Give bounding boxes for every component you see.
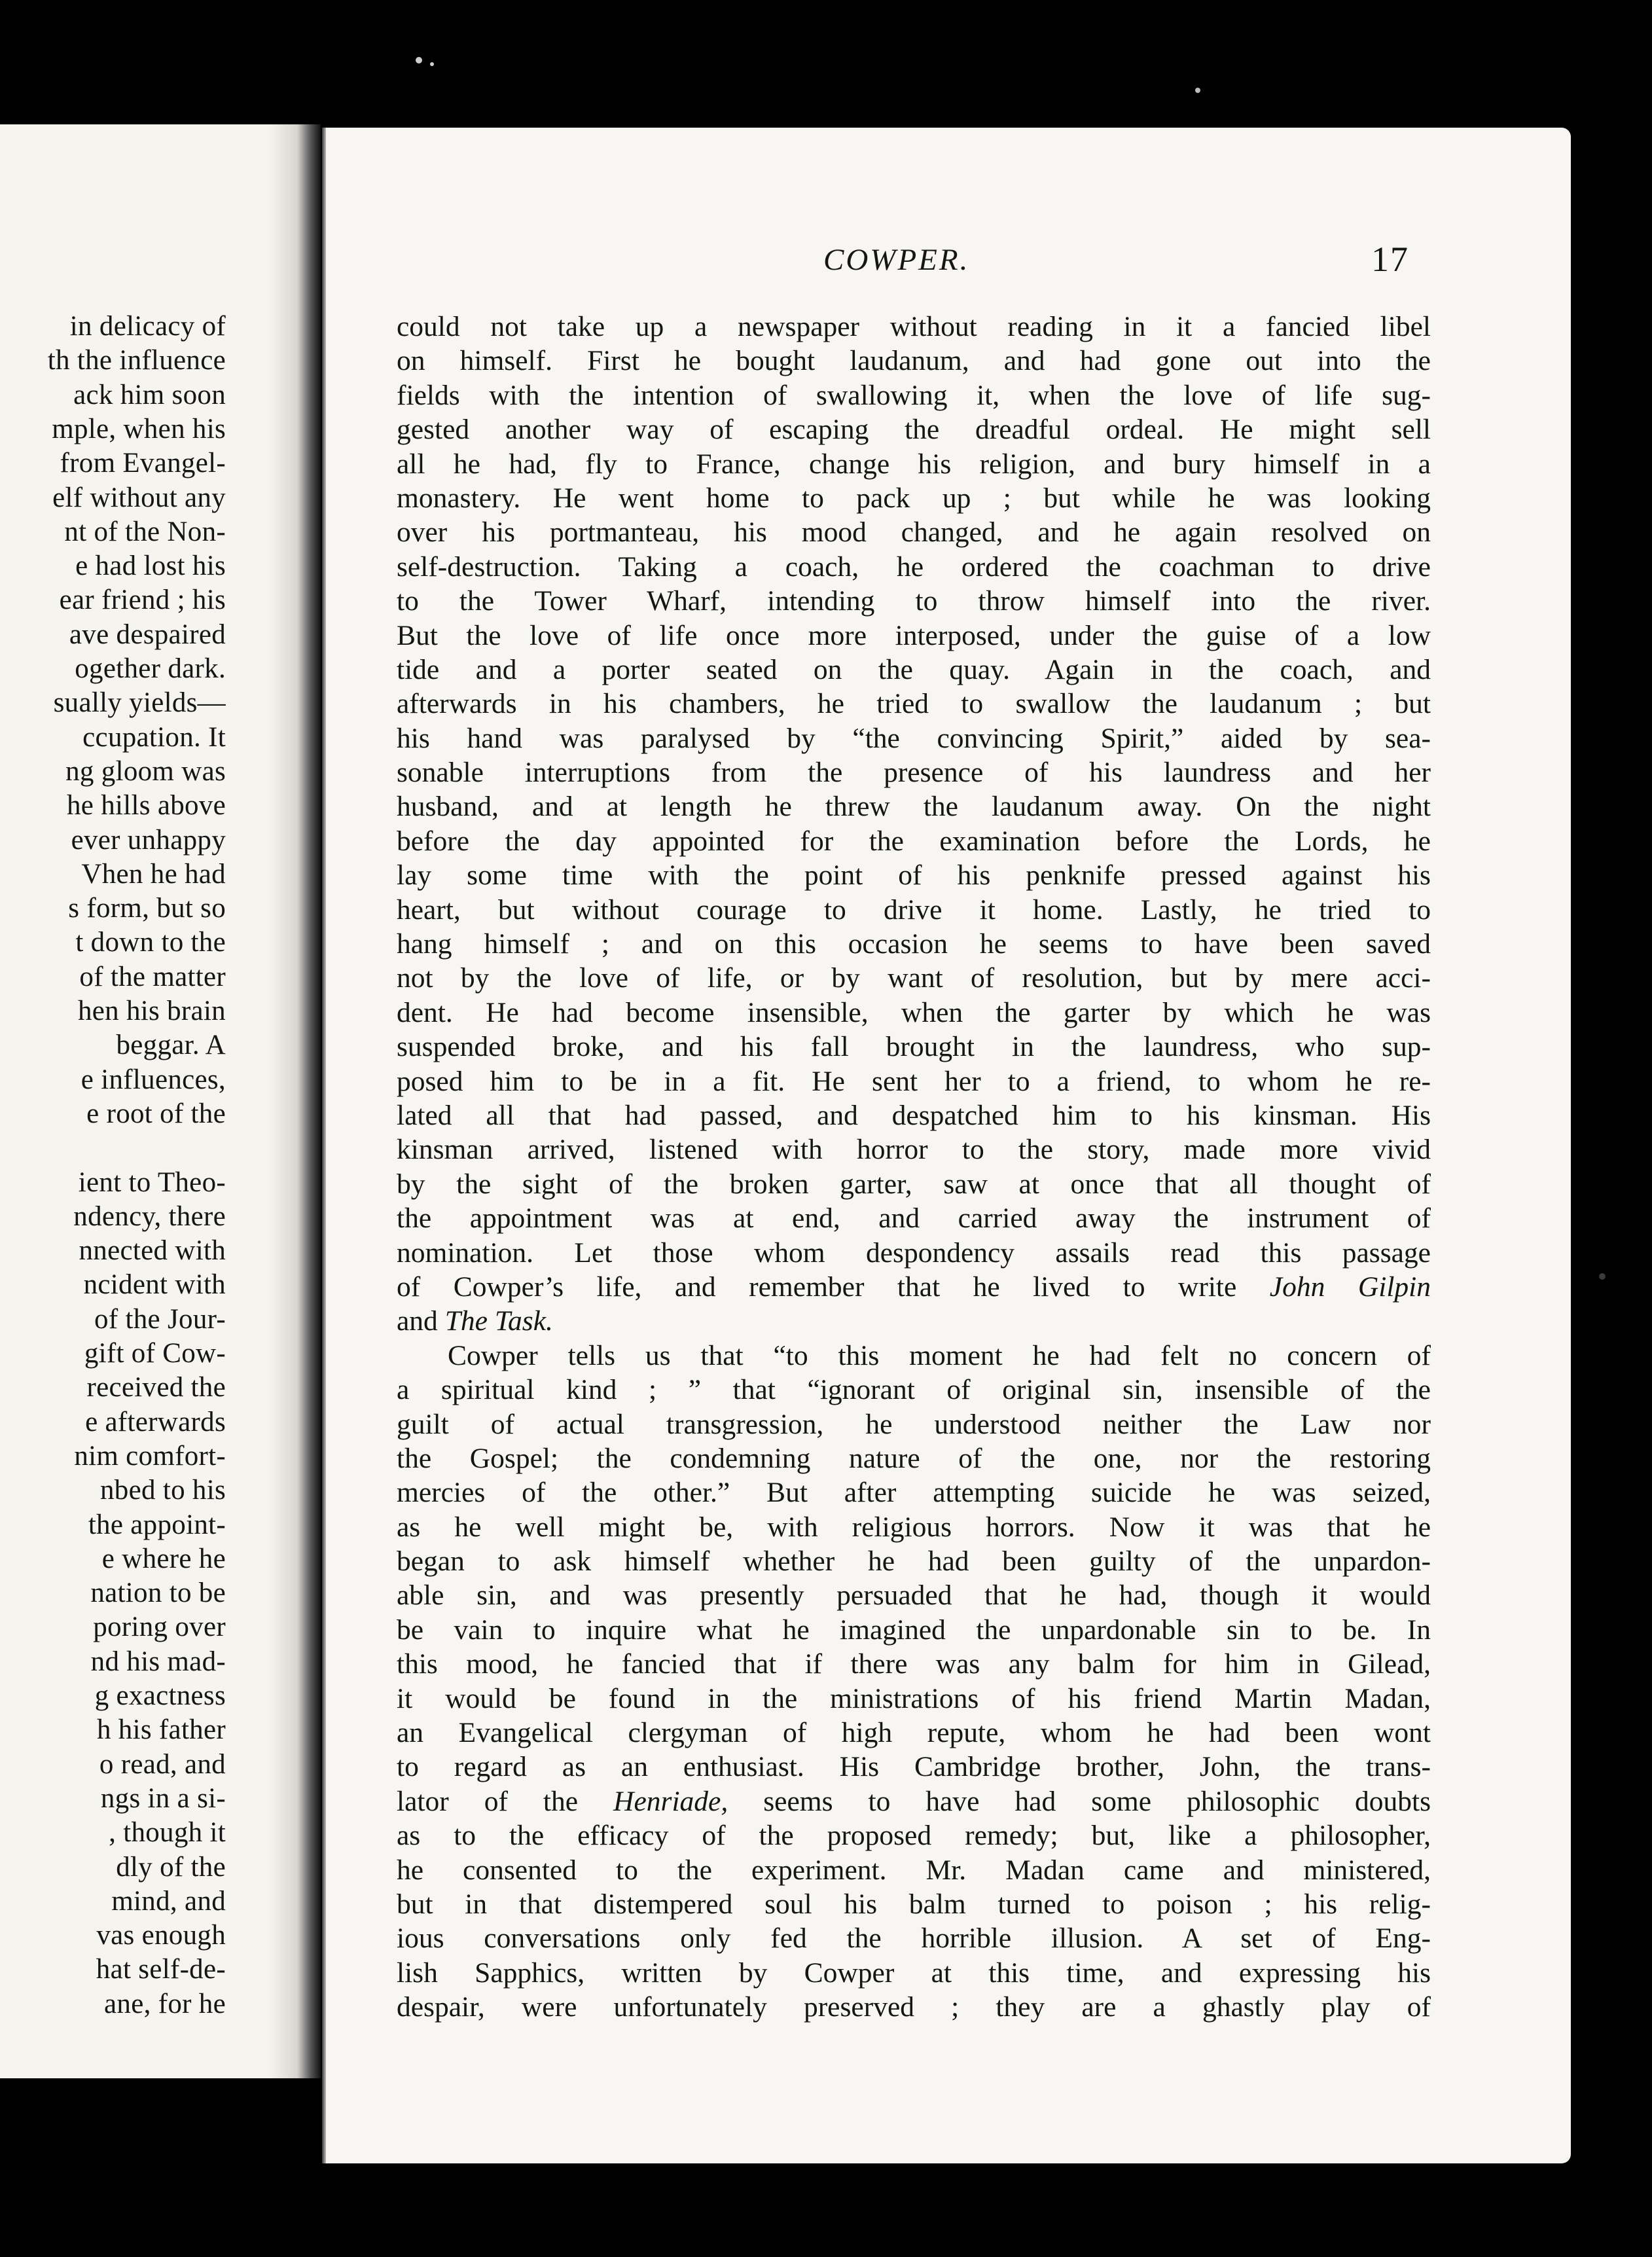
left-page-line: hat self-de- <box>96 1954 226 1985</box>
line-text: monastery. He went home to pack up ; but while he was looking <box>397 482 1431 514</box>
line-text: and <box>397 1305 438 1337</box>
text-line <box>397 1201 1431 1235</box>
text-line <box>397 1784 1431 1818</box>
line-text: hang himself ; and on this occasion he seems to have been saved <box>397 928 1431 960</box>
text-line <box>397 1613 1431 1647</box>
line-text: could not take up a newspaper without reading in it a fancied libel <box>397 311 1431 342</box>
left-page-line: , though it <box>109 1817 226 1849</box>
left-page-line: Vhen he had <box>81 858 226 890</box>
text-line <box>397 1167 1431 1201</box>
left-page-line: beggar. A <box>116 1030 226 1061</box>
line-text: to regard as an enthusiast. His Cambridge brother, John, the trans- <box>397 1751 1431 1783</box>
line-text: began to ask himself whether he had been guilty of the unpardon- <box>397 1545 1431 1578</box>
line-text: not by the love of life, or by want of resolution, but by mere acci- <box>397 962 1431 994</box>
line-text: tide and a porter seated on the quay. Again in the coach, and <box>397 653 1431 685</box>
line-text: on himself. First he bought laudanum, and had gone out into the <box>397 345 1431 377</box>
text-line <box>397 755 1431 789</box>
text-line <box>397 1339 1431 1373</box>
text-line <box>397 344 1431 378</box>
text-line <box>397 1270 1431 1304</box>
text-line <box>397 996 1431 1030</box>
text-line <box>397 1544 1431 1578</box>
left-page-line: in delicacy of <box>69 311 226 342</box>
line-text: self-destruction. Taking a coach, he ordered the coachman to drive <box>397 551 1431 583</box>
text-line <box>397 1682 1431 1716</box>
line-text: nomination. Let those whom despondency assails read this passage <box>397 1237 1431 1269</box>
text-line <box>397 1716 1431 1750</box>
page-number: 17 <box>1371 240 1409 279</box>
page-edge <box>322 128 326 2163</box>
left-page-line: of the Jour- <box>94 1303 226 1335</box>
line-text: his hand was paralysed by “the convincing Spirit,” aided by sea- <box>397 722 1431 754</box>
left-page-line: of the matter <box>79 961 226 992</box>
line-text: fields with the intention of swallowing it, when the love of life sug- <box>397 379 1431 411</box>
line-text: he consented to the experiment. Mr. Madan came and ministered, <box>397 1854 1431 1886</box>
left-page-line: hen his brain <box>77 996 226 1026</box>
left-page-line: e had lost his <box>75 551 226 582</box>
text-line <box>397 1304 1431 1338</box>
right-page <box>322 128 1571 2163</box>
line-text: able sin, and was presently persuaded that he had, though it would <box>397 1580 1431 1612</box>
text-line <box>397 789 1431 823</box>
left-page-line: ngs in a si- <box>100 1782 226 1814</box>
line-text: But the love of life once more interposed, under the guise of a low <box>397 619 1431 651</box>
line-text: Cowper tells us that “to this moment he had felt no concern of <box>448 1339 1431 1371</box>
text-line <box>397 378 1431 412</box>
text-line <box>397 1441 1431 1475</box>
line-text: an Evangelical clergyman of high repute, whom he had been wont <box>397 1717 1431 1749</box>
left-page-line: h his father <box>96 1714 226 1746</box>
text-line <box>397 619 1431 653</box>
line-text: all he had, fly to France, change his religion, and bury himself in a <box>397 448 1431 480</box>
text-line <box>397 824 1431 858</box>
text-line <box>397 515 1431 549</box>
left-page-line: nim comfort- <box>74 1440 226 1472</box>
text-line <box>397 1990 1431 2024</box>
line-text: this mood, he fancied that if there was any balm for him in Gilead, <box>397 1648 1431 1680</box>
left-page-line: nt of the Non- <box>64 516 226 547</box>
left-page-line: ack him soon <box>73 379 226 410</box>
line-text: but in that distempered soul his balm turned to poison ; his relig- <box>397 1888 1431 1920</box>
line-text: husband, and at length he threw the laudanum away. On the night <box>397 791 1431 823</box>
left-page-line: vas enough <box>96 1920 226 1951</box>
left-page-line: o read, and <box>99 1748 226 1780</box>
line-text: guilt of actual transgression, he understood neither the Law nor <box>397 1408 1431 1440</box>
line-text: lish Sapphics, written by Cowper at this time, and expressing his <box>397 1957 1431 1989</box>
line-text: lay some time with the point of his penknife pressed against his <box>397 859 1431 892</box>
text-line <box>397 1236 1431 1270</box>
line-text: the Gospel; the condemning nature of the one, nor the restoring <box>397 1442 1431 1474</box>
text-line <box>397 1853 1431 1887</box>
line-text: sonable interruptions from the presence of his laundress and her <box>397 757 1431 789</box>
left-page-line: nnected with <box>79 1235 226 1267</box>
line-text-after: seems to have had some philosophic doubts <box>763 1785 1431 1817</box>
left-page-line: ear friend ; his <box>59 585 226 616</box>
left-page-line: e influences, <box>81 1064 226 1095</box>
left-page-line: gift of Cow- <box>84 1338 226 1369</box>
left-page-line: he hills above <box>66 790 226 822</box>
line-text: by the sight of the broken garter, saw at once that all thought of <box>397 1168 1431 1200</box>
line-text: as he well might be, with religious horrors. Now it was that he <box>397 1511 1431 1543</box>
line-text: lator of the <box>397 1785 579 1817</box>
line-text: dent. He had become insensible, when the garter by which he was <box>397 996 1431 1028</box>
left-page-line: ient to Theo- <box>78 1166 226 1198</box>
text-line <box>397 1030 1431 1064</box>
book-gutter <box>268 124 321 2078</box>
text-line <box>397 687 1431 721</box>
left-page-line: ever unhappy <box>71 824 226 856</box>
text-line <box>397 310 1431 344</box>
left-page-line: s form, but so <box>68 893 226 924</box>
text-line <box>397 584 1431 618</box>
text-line <box>397 927 1431 961</box>
text-line <box>397 1098 1431 1132</box>
line-text: of Cowper’s life, and remember that he lived to write <box>397 1271 1237 1303</box>
left-page-line: poring over <box>93 1612 226 1643</box>
text-line <box>397 1064 1431 1098</box>
text-line <box>397 1407 1431 1441</box>
left-page-line: nd his mad- <box>90 1646 226 1677</box>
line-text: over his portmanteau, his mood changed, and he again resolved on <box>397 516 1431 549</box>
line-text: before the day appointed for the examination before the Lords, he <box>397 825 1431 857</box>
left-page-line: received the <box>86 1372 226 1403</box>
line-text: suspended broke, and his fall brought in the laundress, who sup- <box>397 1031 1431 1063</box>
text-line <box>397 447 1431 481</box>
text-line <box>397 550 1431 584</box>
text-line <box>397 481 1431 515</box>
left-page-line: mple, when his <box>52 413 226 444</box>
line-text: be vain to inquire what he imagined the unpardonable sin to be. In <box>397 1614 1431 1646</box>
line-text: a spiritual kind ; ” that “ignorant of original sin, insensible of the <box>397 1374 1431 1406</box>
line-text: gested another way of escaping the dreadful ordeal. He might sell <box>397 414 1431 446</box>
left-page-line: ndency, there <box>73 1201 226 1232</box>
left-page-line: ccupation. It <box>82 721 226 753</box>
left-page-line: mind, and <box>111 1885 226 1917</box>
line-text: lated all that had passed, and despatched him to his kinsman. His <box>397 1099 1431 1131</box>
text-line <box>397 1647 1431 1681</box>
text-line <box>397 721 1431 755</box>
left-page-line: g exactness <box>94 1680 226 1711</box>
text-line <box>397 1750 1431 1784</box>
left-page-line: the appoint- <box>88 1509 226 1540</box>
italic-title: John Gilpin <box>1269 1271 1431 1303</box>
left-page-line: nbed to his <box>99 1475 226 1506</box>
text-line <box>397 1132 1431 1166</box>
text-line <box>397 1475 1431 1509</box>
text-line <box>397 1510 1431 1544</box>
left-page-line: th the influence <box>47 345 226 376</box>
text-line <box>397 1887 1431 1921</box>
text-line <box>397 1373 1431 1407</box>
left-page-line: dly of the <box>116 1851 226 1883</box>
body-text <box>397 310 1431 2025</box>
text-line <box>397 1921 1431 1955</box>
left-page-line: sually yields— <box>53 687 226 719</box>
line-text: ious conversations only fed the horrible illusion. A set of Eng- <box>397 1923 1431 1955</box>
text-line <box>397 858 1431 892</box>
left-page-line: ncident with <box>83 1269 226 1301</box>
text-line <box>397 412 1431 446</box>
text-line <box>397 1578 1431 1612</box>
line-text: despair, were unfortunately preserved ; they are a ghastly play of <box>397 1991 1431 2023</box>
left-page-line: from Evangel- <box>60 448 226 479</box>
text-line <box>397 961 1431 995</box>
text-line <box>397 1818 1431 1852</box>
line-text: heart, but without courage to drive it home. Lastly, he tried to <box>397 894 1431 926</box>
line-text: mercies of the other.” But after attempting suicide he was seized, <box>397 1477 1431 1509</box>
left-page-line: ogether dark. <box>75 653 226 684</box>
line-text: as to the efficacy of the proposed remedy; but, like a philosopher, <box>397 1820 1431 1852</box>
left-page-line: t down to the <box>75 927 226 958</box>
left-page-line: nation to be <box>90 1578 226 1609</box>
left-page-line: ane, for he <box>104 1988 226 2019</box>
line-text: it would be found in the ministrations of his friend Martin Madan, <box>397 1682 1431 1714</box>
left-page-line: e afterwards <box>85 1406 226 1437</box>
italic-title: The Task. <box>444 1305 553 1337</box>
left-page-line: ng gloom was <box>65 755 226 787</box>
text-line <box>397 893 1431 927</box>
text-line <box>397 653 1431 687</box>
line-text: to the Tower Wharf, intending to throw himself into the river. <box>397 585 1431 617</box>
left-page-line: e where he <box>101 1543 226 1574</box>
line-text: afterwards in his chambers, he tried to swallow the laudanum ; but <box>397 688 1431 720</box>
left-page-line: ave despaired <box>69 619 226 650</box>
left-page-line: e root of the <box>86 1098 226 1129</box>
line-text: the appointment was at end, and carried away the instrument of <box>397 1202 1431 1235</box>
running-head: COWPER. <box>823 243 970 277</box>
line-text: kinsman arrived, listened with horror to the story, made more vivid <box>397 1134 1431 1166</box>
italic-title: Henriade, <box>613 1785 728 1817</box>
text-line <box>397 1956 1431 1990</box>
left-page-line: elf without any <box>52 482 226 513</box>
line-text: posed him to be in a fit. He sent her to a friend, to whom he re- <box>397 1065 1431 1097</box>
